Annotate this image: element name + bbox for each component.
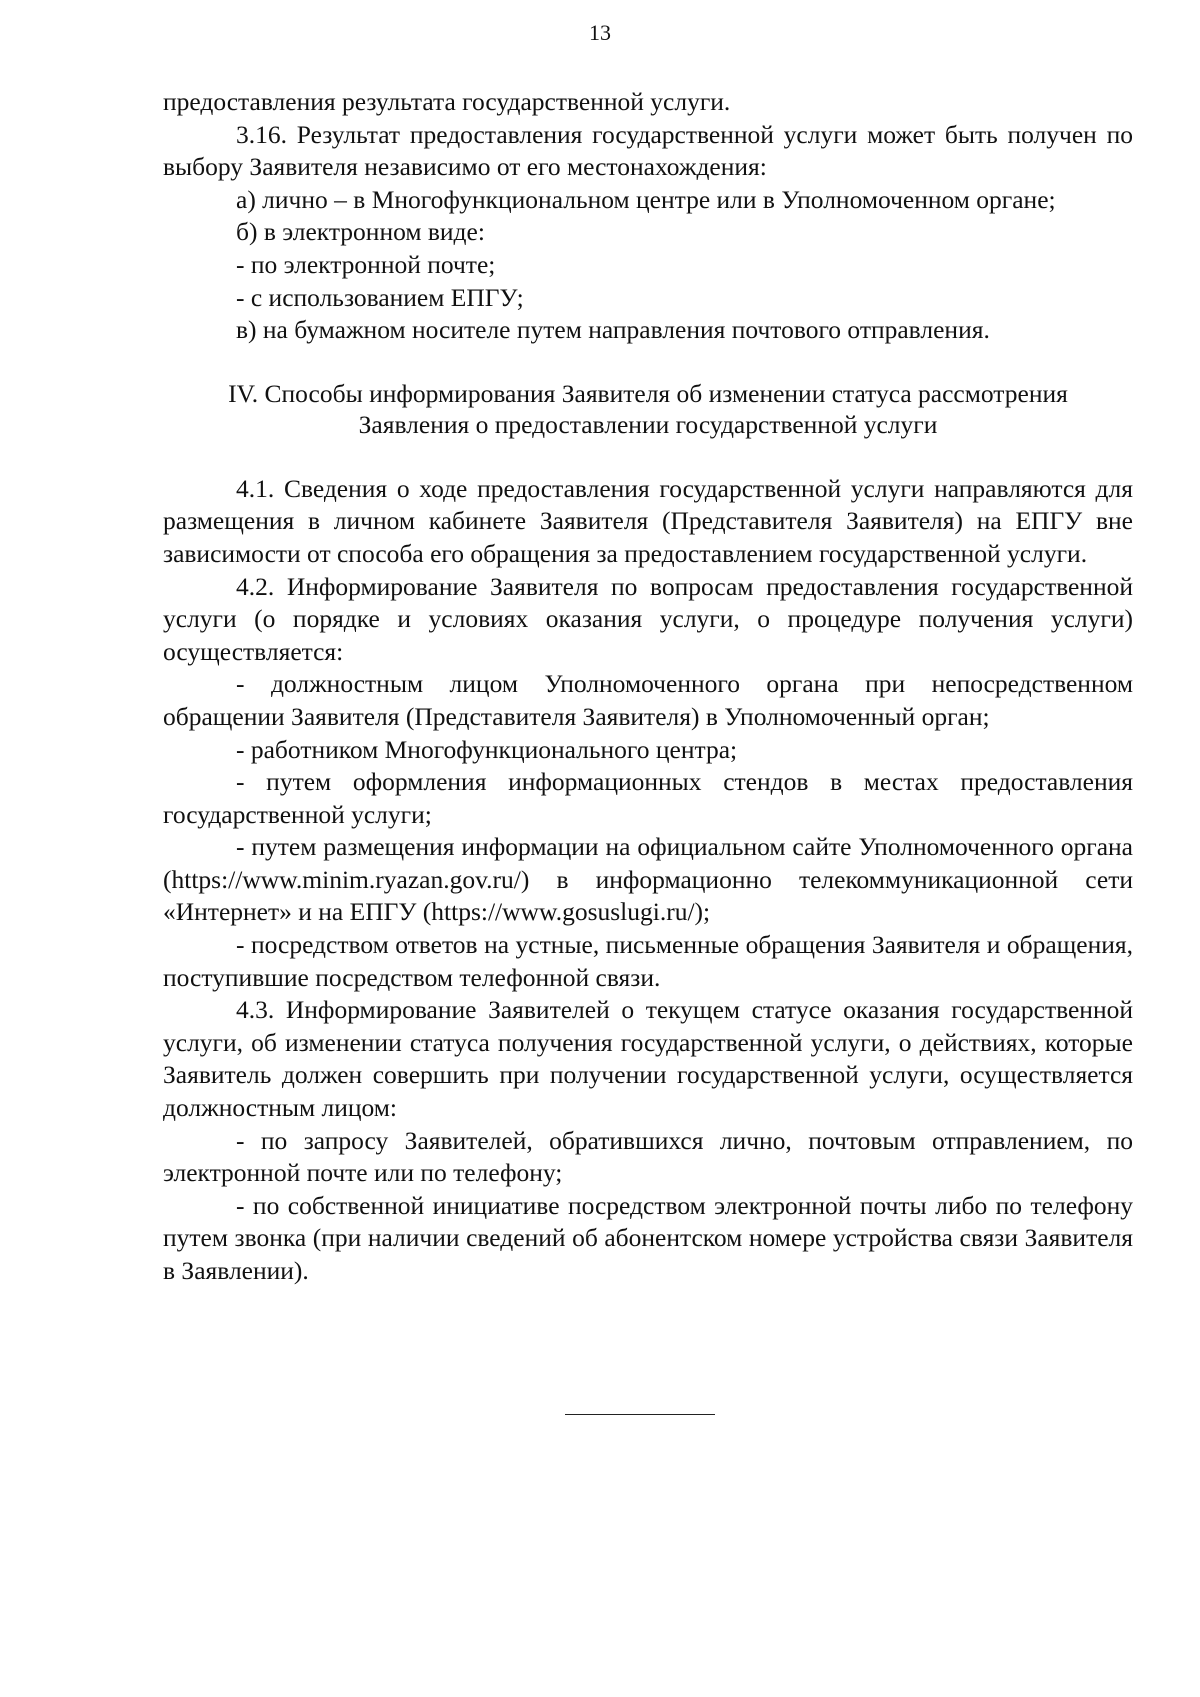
paragraph-continued: предоставления результата государственной услуги. (163, 87, 731, 116)
list-item-own-initiative: - по собственной инициативе посредством электронной почты либо по телефону путем звонка (при наличии сведений об абонентском номере устройства связи Заявителя в Заявлении). (163, 1190, 1133, 1285)
section-3-16-block (163, 86, 1133, 347)
paragraph-4-1: 4.1. Сведения о ходе предоставления государственной услуги направляются для размещения в личном кабинете Заявителя (Представителя Заявителя) на ЕПГУ вне зависимости от способа его обращения за предоставлением государственной услуги. (163, 473, 1133, 568)
paragraph-3-16: 3.16. Результат предоставления государственной услуги может быть получен по выбору Заявителя независимо от его местонахождения: (163, 119, 1133, 182)
page-number: 13 (589, 20, 611, 45)
document-body (163, 86, 1133, 1288)
list-item-website: - путем размещения информации на официальном сайте Уполномоченного органа (https://www.minim.ryazan.gov.ru/) в информационно телекоммуникационной сети «Интернет» и на ЕПГУ (https://www.gosuslugi.ru/); (163, 832, 1133, 927)
paragraph-4-3: 4.3. Информирование Заявителей о текущем статусе оказания государственной услуги, об изменении статуса получения государственной услуги, о действиях, которые Заявитель должен совершить при получении государственной услуги, осуществляется должностным лицом: (163, 995, 1133, 1123)
paragraph-3-16-a: а) лично – в Многофункциональном центре или в Уполномоченном органе; (236, 184, 1056, 214)
list-item-responses: - посредством ответов на устные, письменные обращения Заявителя и обращения, поступившие посредством телефонной связи. (163, 930, 1133, 992)
paragraph-4-2: 4.2. Информирование Заявителя по вопросам предоставления государственной услуги (о порядке и условиях оказания услуги, о процедуре получения услуги) осуществляется: (163, 571, 1133, 666)
list-item-on-request: - по запросу Заявителей, обратившихся лично, почтовым отправлением, по электронной почте или по телефону; (163, 1125, 1133, 1188)
list-item-epgu: - с использованием ЕПГУ; (236, 282, 524, 312)
section-heading (163, 378, 1133, 440)
list-item-email: - по электронной почте; (236, 249, 496, 279)
section-heading-line-2: Заявления о предоставлении государственной услуги (358, 409, 938, 439)
list-item-mfc-worker: - работником Многофункционального центра; (236, 734, 738, 764)
section-4-block (163, 473, 1133, 1288)
paragraph-3-16-b: б) в электронном виде: (236, 217, 485, 247)
list-item-info-stands: - путем оформления информационных стендов в местах предоставления государственной услуги; (163, 767, 1133, 829)
paragraph-3-16-v: в) на бумажном носителе путем направления почтового отправления. (236, 315, 990, 345)
end-of-document-rule (565, 1414, 715, 1415)
section-heading-line-1: IV. Способы информирования Заявителя об изменении статуса рассмотрения (228, 378, 1068, 408)
list-item-official: - должностным лицом Уполномоченного органа при непосредственном обращении Заявителя (Представителя Заявителя) в Уполномоченный орган; (163, 669, 1133, 731)
